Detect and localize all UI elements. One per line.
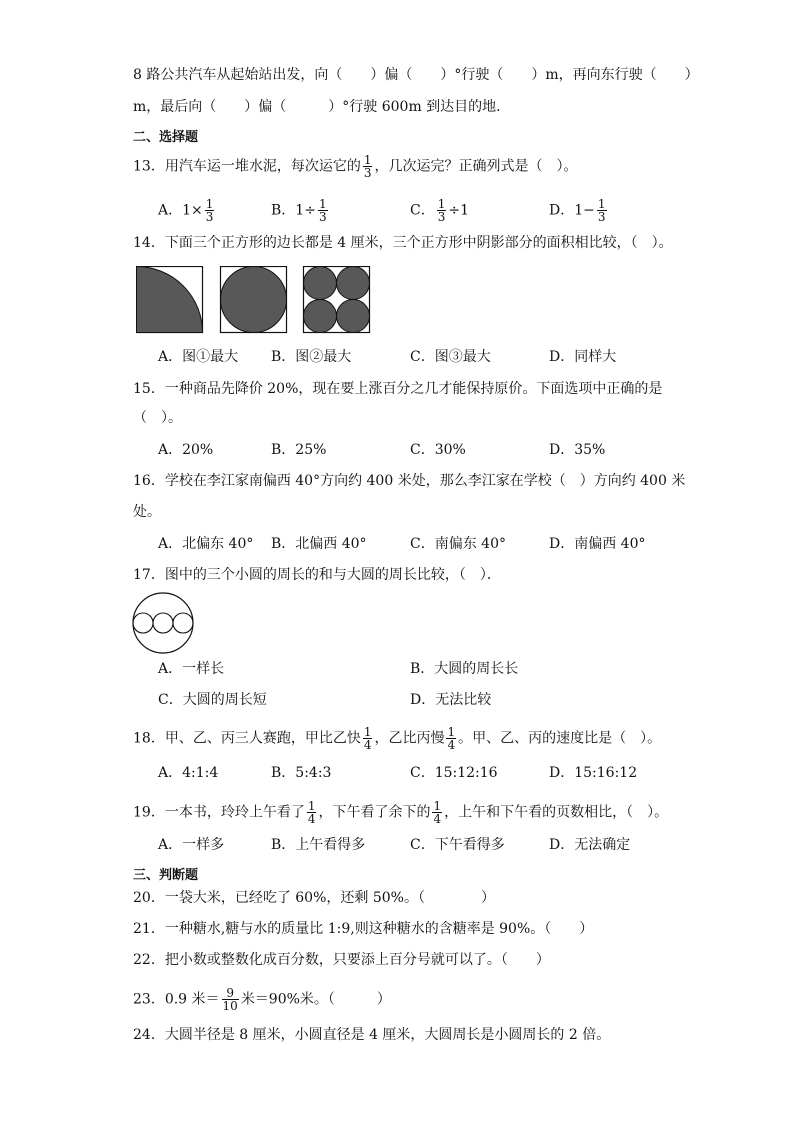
q23-den: 10 [222, 999, 238, 1013]
q13-c-pre: C． [410, 202, 435, 219]
q19-pre: 19．一本书，玲玲上午看了 [133, 804, 305, 821]
q21-stem: 21．一种糖水,糖与水的质量比 1:9,则这种糖水的含糖率是 90%。（ ） [133, 921, 594, 937]
small-circle-2 [153, 613, 173, 633]
q13-num: 1 [363, 153, 372, 167]
q24-stem: 24．大圆半径是 8 厘米，小圆直径是 4 厘米，大圆周长是小圆周长的 2 倍。 [133, 1027, 611, 1043]
q18-option-d[interactable]: D．15:16:12 [549, 765, 638, 781]
q23-post: 米＝90%米。（ ） [240, 991, 391, 1008]
big-circle [133, 593, 193, 653]
q22-stem: 22．把小数或整数化成百分数，只要添上百分号就可以了。（ ） [133, 952, 550, 968]
q13-option-a[interactable] [158, 198, 216, 223]
q19-mid: ，下午看了余下的 [318, 804, 431, 821]
q13-b-num: 1 [318, 197, 327, 211]
q19-option-c[interactable]: C．下午看得多 [410, 837, 505, 853]
q17-option-a[interactable]: A．一样长 [158, 661, 225, 677]
q13-a-den: 3 [205, 210, 214, 224]
q13-a-frac [205, 198, 215, 223]
figure-2-circle [221, 267, 287, 333]
q15-line1: 15．一种商品先降价 20%，现在要上涨百分之几才能保持原价。下面选项中正确的是 [133, 381, 663, 397]
q15-option-c[interactable]: C．30% [410, 442, 466, 458]
q13-option-c[interactable] [410, 198, 469, 223]
q14-stem: 14．下面三个正方形的边长都是 4 厘米，三个正方形中阴影部分的面积相比较，（ ）。 [133, 235, 673, 251]
q19-option-a[interactable]: A．一样多 [158, 837, 225, 853]
q14-option-d[interactable]: D．同样大 [549, 349, 617, 365]
q18-den1: 4 [363, 738, 372, 752]
q13-d-num: 1 [597, 197, 606, 211]
q19-frac1 [307, 800, 317, 825]
q18-mid: ，乙比丙慢 [374, 730, 445, 747]
q18-frac2 [446, 726, 456, 751]
q16-option-b[interactable]: B．北偏西 40° [271, 536, 367, 552]
q19-num1: 1 [307, 799, 316, 813]
q13-fraction [363, 154, 373, 179]
q18-option-c[interactable]: C．15:12:16 [410, 765, 498, 781]
q17-stem: 17．图中的三个小圆的周长的和与大圆的周长比较，（ ）． [133, 567, 501, 583]
q19-stem [133, 800, 668, 825]
q13-option-d[interactable] [549, 198, 609, 223]
q16-option-a[interactable]: A．北偏东 40° [158, 536, 254, 552]
q18-post: 。甲、乙、丙的速度比是（ ）。 [458, 730, 662, 747]
q18-option-a[interactable]: A．4:1:4 [158, 765, 219, 781]
q17-option-c[interactable]: C．大圆的周长短 [158, 692, 267, 708]
q13-b-frac [318, 198, 328, 223]
q19-den1: 4 [307, 812, 316, 826]
q18-num2: 1 [447, 725, 456, 739]
section-choice-heading: 二、选择题 [133, 130, 199, 145]
q13-b-text: B．1÷ [271, 202, 316, 219]
figure-1-quarter-circle [137, 267, 203, 333]
q13-a-num: 1 [205, 197, 214, 211]
q13-post: ，几次运完？正确列式是（ ）。 [374, 158, 578, 175]
q18-num1: 1 [363, 725, 372, 739]
q23-pre: 23．0.9 米＝ [133, 991, 220, 1008]
q18-option-b[interactable]: B．5:4:3 [271, 765, 332, 781]
q17-option-d[interactable]: D．无法比较 [410, 692, 492, 708]
q13-d-frac [597, 198, 607, 223]
q16-line1: 16．学校在李江家南偏西 40°方向约 400 米处，那么李江家在学校（ ）方向约 400 米 [133, 473, 686, 489]
q16-option-d[interactable]: D．南偏西 40° [549, 536, 646, 552]
q19-frac2 [432, 800, 442, 825]
q18-frac1 [363, 726, 373, 751]
q13-d-text: D．1− [549, 202, 595, 219]
q14-figures [136, 266, 372, 334]
q15-option-b[interactable]: B．25% [271, 442, 327, 458]
q12-line2: m，最后向（ ）偏（ ）°行驶 600m 到达目的地． [133, 99, 511, 115]
figure-3-four-circles [304, 267, 370, 333]
q15-line2: （ ）。 [133, 410, 182, 426]
q16-line2: 处。 [133, 504, 161, 520]
q19-option-b[interactable]: B．上午看得多 [271, 837, 366, 853]
q19-den2: 4 [433, 812, 442, 826]
q13-c-frac [437, 198, 447, 223]
q15-option-d[interactable]: D．35% [549, 442, 606, 458]
q15-option-a[interactable]: A．20% [158, 442, 214, 458]
q13-c-den: 3 [437, 210, 446, 224]
q12-line1: 8 路公共汽车从起始站出发，向（ ）偏（ ）°行驶（ ）m，再向东行驶（ ） [133, 67, 699, 83]
q17-circles-figure [131, 591, 195, 655]
small-circle-1 [133, 613, 153, 633]
small-circle-3 [173, 613, 193, 633]
q19-option-d[interactable]: D．无法确定 [549, 837, 631, 853]
q13-stem [133, 154, 577, 179]
q23-stem [133, 987, 391, 1012]
q14-option-c[interactable]: C．图③最大 [410, 349, 491, 365]
q18-den2: 4 [447, 738, 456, 752]
q13-pre: 13．用汽车运一堆水泥，每次运它的 [133, 158, 361, 175]
q18-stem [133, 726, 661, 751]
q18-pre: 18．甲、乙、丙三人赛跑，甲比乙快 [133, 730, 361, 747]
q16-option-c[interactable]: C．南偏东 40° [410, 536, 506, 552]
q19-num2: 1 [433, 799, 442, 813]
q13-c-num: 1 [437, 197, 446, 211]
q23-num: 9 [226, 986, 234, 1000]
q14-option-b[interactable]: B．图②最大 [271, 349, 352, 365]
q13-d-den: 3 [597, 210, 606, 224]
q20-stem: 20．一袋大米，已经吃了 60%，还剩 50%。（ ） [133, 890, 495, 906]
q13-den: 3 [363, 166, 372, 180]
section-judge-heading: 三、判断题 [133, 868, 199, 883]
q13-b-den: 3 [318, 210, 327, 224]
q19-post: ，上午和下午看的页数相比，（ ）。 [444, 804, 669, 821]
q13-option-b[interactable] [271, 198, 330, 223]
q13-a-text: A．1× [158, 202, 203, 219]
q14-option-a[interactable]: A．图①最大 [158, 349, 239, 365]
q17-option-b[interactable]: B．大圆的周长长 [410, 661, 519, 677]
q13-c-post: ÷1 [448, 202, 469, 219]
q23-frac [222, 987, 239, 1012]
